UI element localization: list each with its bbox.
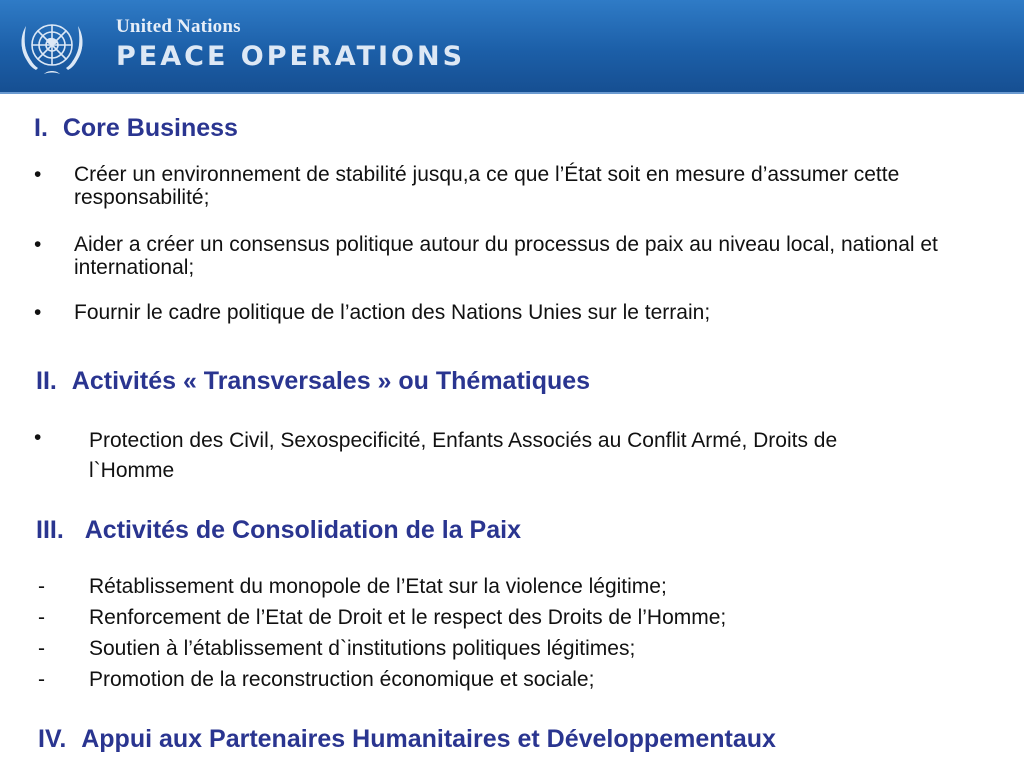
org-subtitle: PEACE OPERATIONS	[116, 41, 466, 72]
section-heading	[36, 516, 521, 545]
dash-marker: -	[38, 575, 45, 598]
section-heading	[36, 367, 590, 396]
list-item	[34, 163, 964, 209]
list-item	[34, 426, 964, 486]
list-item-text: Aider a créer un consensus politique autour du processus de paix au niveau local, national et international;	[74, 233, 938, 279]
dash-marker: -	[38, 606, 45, 629]
dash-marker: -	[38, 668, 45, 691]
list-item	[34, 301, 964, 325]
list-item	[38, 606, 968, 630]
bullet-marker: •	[34, 233, 42, 256]
list-item-text: Soutien à l’établissement d`institutions politiques légitimes;	[89, 637, 636, 660]
section-title: Core Business	[62, 114, 238, 142]
section-number: IV.	[38, 725, 67, 753]
list-item	[38, 637, 968, 661]
section-heading	[34, 114, 238, 143]
section-number: II.	[36, 367, 57, 395]
bullet-marker: •	[34, 426, 42, 449]
list-item-text: Créer un environnement de stabilité jusqu,a ce que l’État soit en mesure d’assumer cette responsabilité;	[74, 163, 900, 209]
list-item	[34, 233, 964, 279]
section-number: III.	[36, 516, 64, 544]
list-item-text: Rétablissement du monopole de l’Etat sur la violence légitime;	[89, 575, 667, 598]
list-item-text: Renforcement de l’Etat de Droit et le respect des Droits de l’Homme;	[89, 606, 727, 629]
section-number: I.	[34, 114, 48, 142]
section-title: Appui aux Partenaires Humanitaires et Développementaux	[81, 725, 776, 753]
list-item-text: Protection des Civil, Sexospecificité, Enfants Associés au Conflit Armé, Droits de l`Homme	[89, 429, 838, 482]
list-item	[38, 575, 968, 599]
bullet-marker: •	[34, 163, 42, 186]
dash-marker: -	[38, 637, 45, 660]
list-item	[38, 668, 968, 692]
section-title: Activités de Consolidation de la Paix	[84, 516, 521, 544]
org-name: United Nations	[116, 16, 241, 37]
list-item-text: Fournir le cadre politique de l’action des Nations Unies sur le terrain;	[74, 301, 711, 324]
bullet-marker: •	[34, 301, 42, 324]
section-heading	[38, 725, 776, 754]
section-title: Activités « Transversales » ou Thématiques	[71, 367, 591, 395]
list-item-text: Promotion de la reconstruction économique et sociale;	[89, 668, 595, 691]
